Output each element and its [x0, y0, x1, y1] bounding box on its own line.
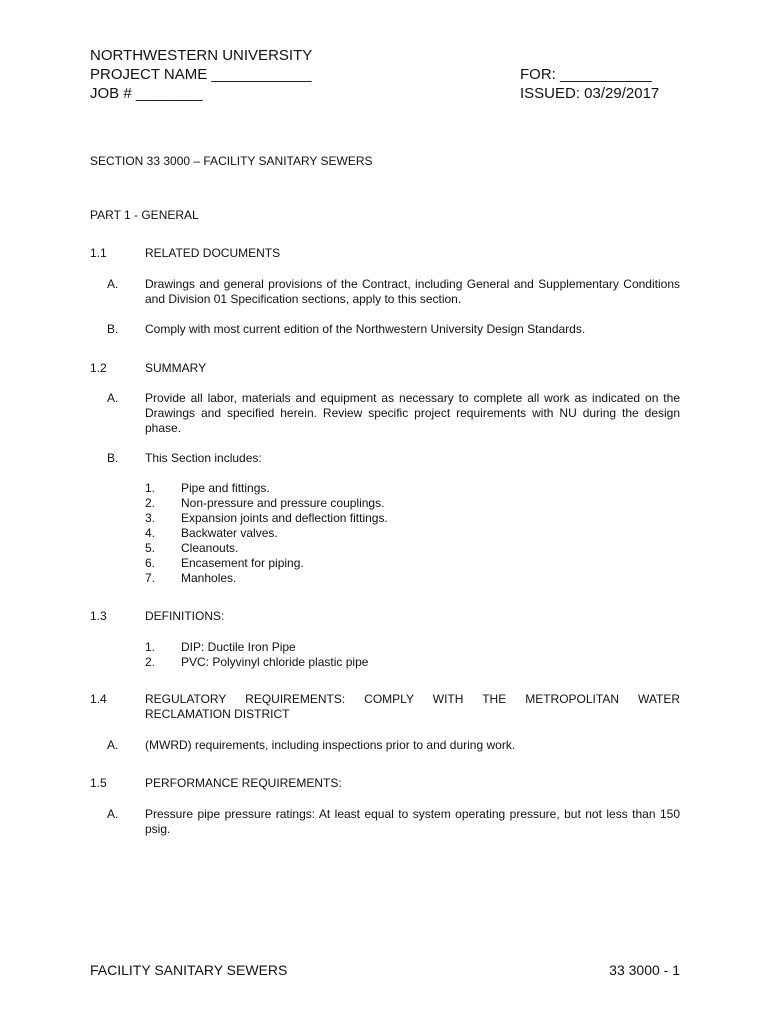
- article-title: RELATED DOCUMENTS: [145, 246, 281, 260]
- list-number: 1.: [145, 481, 156, 495]
- article-title-continued: RECLAMATION DISTRICT: [145, 707, 290, 721]
- article-number: 1.4: [90, 692, 107, 706]
- list-number: 1.: [145, 640, 156, 654]
- paragraph-letter: A.: [107, 277, 119, 291]
- list-item: Pipe and fittings.: [181, 481, 270, 495]
- paragraph-text: Pressure pipe pressure ratings: At least equal to system operating pressure, but not less than 150 psig.: [145, 807, 680, 836]
- footer-page-number: 33 3000 - 1: [609, 962, 680, 978]
- list-item: DIP: Ductile Iron Pipe: [181, 640, 296, 654]
- paragraph-letter: A.: [107, 807, 119, 821]
- list-item: Expansion joints and deflection fittings.: [181, 511, 388, 525]
- article-title: PERFORMANCE REQUIREMENTS:: [145, 776, 342, 790]
- list-item: Manholes.: [181, 571, 237, 585]
- paragraph-letter: B.: [107, 451, 119, 465]
- list-item: Cleanouts.: [181, 541, 239, 555]
- paragraph-text: Comply with most current edition of the Northwestern University Design Standards.: [145, 322, 586, 336]
- article-number: 1.2: [90, 361, 107, 375]
- list-item: Non-pressure and pressure couplings.: [181, 496, 385, 510]
- article-number: 1.1: [90, 246, 107, 260]
- list-number: 2.: [145, 655, 156, 669]
- list-number: 6.: [145, 556, 156, 570]
- paragraph-letter: B.: [107, 322, 119, 336]
- list-item: Backwater valves.: [181, 526, 278, 540]
- article-number: 1.5: [90, 776, 107, 790]
- header-issued-date: ISSUED: 03/29/2017: [520, 85, 660, 102]
- paragraph-text: Provide all labor, materials and equipment as necessary to complete all work as indicated on the Drawings and specified herein. Review specific project requirements with NU during the design phase.: [145, 391, 680, 435]
- list-number: 2.: [145, 496, 156, 510]
- footer-section-name: FACILITY SANITARY SEWERS: [90, 962, 288, 978]
- paragraph-text: (MWRD) requirements, including inspections prior to and during work.: [145, 738, 516, 752]
- paragraph-text: This Section includes:: [145, 451, 262, 465]
- list-number: 5.: [145, 541, 156, 555]
- article-title: REGULATORY REQUIREMENTS: COMPLY WITH THE METROPOLITAN WATER: [145, 692, 680, 706]
- list-number: 3.: [145, 511, 156, 525]
- header-university: NORTHWESTERN UNIVERSITY: [90, 47, 313, 64]
- header-project-name: PROJECT NAME ____________: [90, 66, 312, 83]
- list-item: Encasement for piping.: [181, 556, 304, 570]
- article-number: 1.3: [90, 609, 107, 623]
- section-title: SECTION 33 3000 – FACILITY SANITARY SEWERS: [90, 154, 373, 168]
- article-title: DEFINITIONS:: [145, 609, 225, 623]
- article-title: SUMMARY: [145, 361, 207, 375]
- header-for: FOR: ___________: [520, 66, 652, 83]
- list-item: PVC: Polyvinyl chloride plastic pipe: [181, 655, 369, 669]
- paragraph-letter: A.: [107, 391, 119, 405]
- list-number: 7.: [145, 571, 156, 585]
- header-job-number: JOB # ________: [90, 85, 203, 102]
- list-number: 4.: [145, 526, 156, 540]
- paragraph-text: Drawings and general provisions of the Contract, including General and Supplementary Conditions and Division 01 Specification sections, apply to this section.: [145, 277, 680, 306]
- part-title: PART 1 - GENERAL: [90, 208, 199, 222]
- paragraph-letter: A.: [107, 738, 119, 752]
